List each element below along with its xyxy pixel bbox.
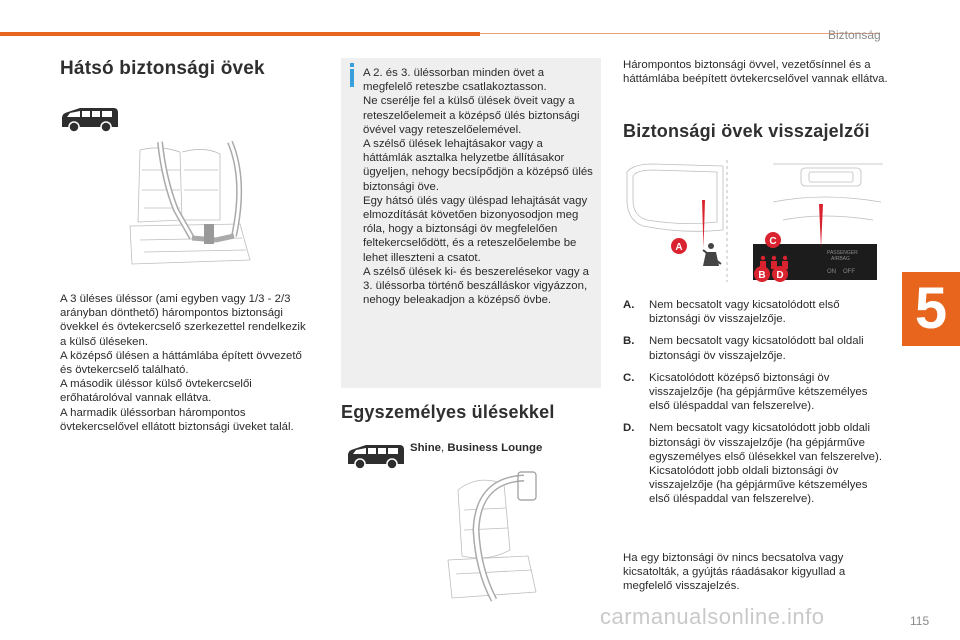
svg-text:C: C: [769, 236, 777, 247]
list-key: C.: [623, 371, 635, 384]
list-text: Nem becsatolt vagy kicsatolódott jobb oldali biztonsági öv visszajelzője (ha gépjárműve egyszemélyes első ülésekkel van felszerelve). Kicsatolódott jobb oldali biztonsági öv visszajelzője (ha gépjárműve kétszemélyes első üléspaddal van felszerelve).: [649, 422, 882, 506]
airbag-off-label: OFF: [843, 269, 855, 275]
svg-text:B: B: [758, 270, 766, 281]
list-text: Nem becsatolt vagy kicsatolódott első biztonsági öv visszajelzője.: [649, 299, 840, 326]
svg-text:A: A: [675, 242, 683, 253]
right-footer: Ha egy biztonsági öv nincs becsatolva vagy kicsatolták, a gyújtás ráadásakor kigyullad a megfelelő visszajelzés.: [623, 552, 846, 593]
rear-belts-body: A 3 üléses üléssor (ami egyben vagy 1/3 - 2/3 arányban dönthető) hárompontos biztonsági övekkel és övtekercselő szerkezettel rendelkezik a külső üléseken. A középső ülésen a háttámlába épített övvezető és övtekercselő található. A második üléssor külső övtekercselői erőhatárolóval vannak ellátva. A harmadik üléssorban hárompontos övtekercselővel ellátott biztonsági üveket talál.: [60, 293, 306, 433]
rear-belts-title: Hátsó biztonsági övek: [60, 58, 265, 79]
single-seats-title: Egyszemélyes ülésekkel: [341, 402, 555, 422]
rear-seat-belt-illustration: [120, 140, 260, 280]
list-item: [623, 421, 888, 506]
van-icon-2: [344, 440, 406, 472]
section-label: Biztonság: [828, 28, 881, 42]
list-key: D.: [623, 422, 635, 435]
callout-b: [754, 266, 770, 282]
list-text: Kicsatolódott középső biztonsági öv visszajelzője (ha gépjárműve kétszemélyes első üléspaddal van felszerelve).: [649, 371, 868, 413]
list-item: [623, 298, 888, 326]
info-icon: [345, 63, 359, 87]
van-icon: [58, 103, 120, 135]
passenger-label: PASSENGER: [827, 250, 858, 256]
list-item: [623, 371, 888, 414]
callout-a: [671, 238, 687, 254]
watermark: carmanualsonline.info: [600, 604, 825, 629]
info-text: A 2. és 3. üléssorban minden övet a megfelelő reteszbe csatlakoztasson. Ne cserélje fel a külső ülések öveit vagy a reteszelőelemeit a középső ülés biztonsági övével vagy reteszelőelemével. A szélső ülések lehajtásakor vagy a háttámlák asztalka helyzetbe állításakor ügyeljen, nehogy becsípődjön a középső ülés biztonsági öve. Egy hátsó ülés vagy üléspad lehajtását vagy elmozdítását követően bizonyosodjon meg róla, hogy a biztonsági öv megfelelően feltekercselődött, és a reteszelőelembe be lehet illeszteni a csatot. A szélső ülések ki- és beszerelésekor vagy a 3. üléssorba történő beszálláskor vigyázzon, nehogy beleakadjon a középső övbe.: [363, 67, 593, 307]
version-label: [410, 442, 542, 454]
header-rule: [480, 33, 880, 34]
callout-c: [765, 232, 781, 248]
list-key: A.: [623, 299, 635, 311]
version-shine: Shine: [410, 442, 442, 454]
list-key: B.: [623, 335, 635, 348]
airbag-label: AIRBAG: [831, 256, 850, 262]
svg-text:D: D: [776, 270, 784, 281]
list-text: Nem becsatolt vagy kicsatolódott bal oldali biztonsági öv visszajelzője.: [649, 335, 864, 362]
seatbelt-warning-icon: [703, 243, 721, 266]
seatbelt-indicators-illustration: [623, 160, 888, 282]
list-item: [623, 334, 888, 362]
single-seat-belt-illustration: [418, 470, 558, 606]
indicators-title: Biztonsági övek visszajelzői: [623, 121, 870, 141]
indicator-list: [623, 298, 888, 515]
header-accent-bar: [0, 32, 480, 36]
callout-d: [772, 266, 788, 282]
chapter-tab[interactable]: 5: [902, 272, 960, 346]
page-number: 115: [910, 614, 930, 628]
airbag-on-label: ON: [827, 269, 836, 275]
version-separator: ,: [441, 442, 448, 454]
right-intro: Hárompontos biztonsági övvel, vezetősínnel és a háttámlába beépített övtekercselővel vannak ellátva.: [623, 59, 888, 86]
version-business-lounge: Business Lounge: [447, 442, 543, 454]
